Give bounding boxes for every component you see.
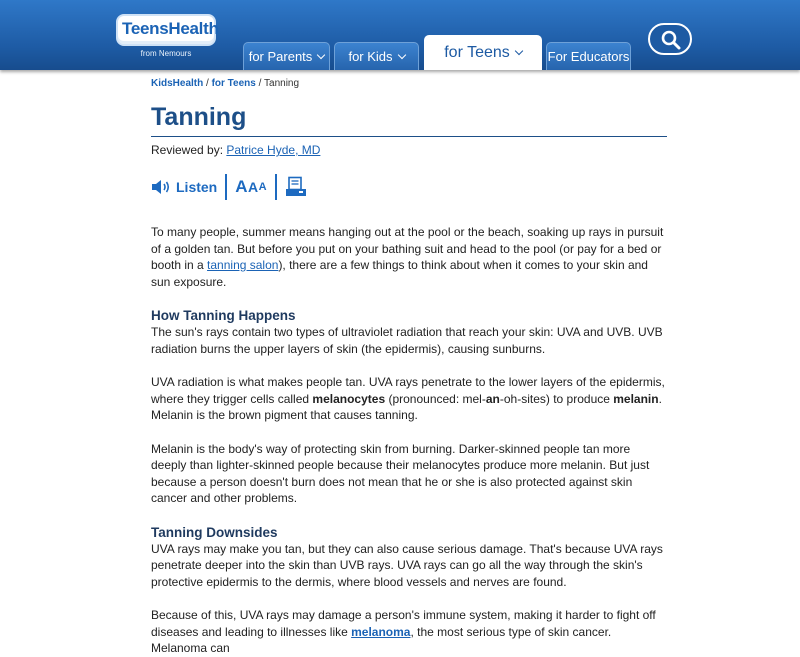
term-melanin: melanin (613, 391, 659, 406)
breadcrumb (151, 78, 667, 89)
article-tools (151, 174, 667, 200)
chevron-down-icon (317, 50, 325, 58)
search-button[interactable] (648, 23, 692, 55)
paragraph-text: -oh-sites) to produce (499, 391, 614, 406)
paragraph-text: , the most serious type of skin cancer. Melanoma can (151, 624, 612, 655)
intro-text: ), there are a few things to think about when it comes to your skin and sun exposure. (151, 258, 648, 289)
logo-title: TeensHealth (116, 14, 216, 46)
search-icon (660, 30, 682, 50)
paragraph: Melanin is the body's way of protecting skin from burning. Darker-skinned people tan more deeply than lighter-skinned people because their melanocytes produce more melanin. But just because a person doesn't burn does not mean that he or she is also protected against skin cancer and other problems. (151, 441, 650, 505)
paragraph-text: (pronounced: mel- (385, 391, 486, 406)
tool-divider (275, 174, 277, 200)
paragraph (151, 374, 667, 424)
breadcrumb-separator: / (255, 78, 265, 89)
breadcrumb-kidshealth[interactable]: KidsHealth (151, 78, 204, 89)
tab-label: for Teens (444, 44, 510, 61)
paragraph-text: . Melanin is the brown pigment that causes tanning. (151, 391, 662, 422)
paragraph: The sun's rays contain two types of ultraviolet radiation that reach your skin: UVA and UVB. UVB radiation burns the upper layers of skin (the epidermis), causing sunburns. (151, 325, 663, 356)
pronunciation-stress: an (485, 391, 500, 406)
font-size-button[interactable] (235, 177, 267, 197)
section-heading-tanning-downsides: Tanning Downsides (151, 524, 278, 540)
listen-button[interactable] (151, 178, 217, 196)
term-melanocytes: melanocytes (312, 391, 386, 406)
page-title: Tanning (151, 103, 667, 137)
tab-for-teens[interactable] (424, 35, 542, 70)
paragraph (151, 607, 667, 657)
teenshealth-logo[interactable] (116, 14, 219, 58)
breadcrumb-for-teens[interactable]: for Teens (211, 78, 256, 89)
tool-divider (225, 174, 227, 200)
paragraph-text: UVA radiation is what makes people tan. UVA rays penetrate to the lower layers of the epidermis, where they trigger cells called (151, 375, 665, 406)
breadcrumb-separator: / (203, 78, 212, 89)
section-heading-how-tanning-happens: How Tanning Happens (151, 308, 296, 323)
melanoma-link[interactable]: melanoma (351, 624, 411, 639)
paragraph-text: Because of this, UVA rays may damage a person's immune system, making it harder to fight off diseases and leading to illnesses like (151, 608, 656, 639)
tab-label: for Kids (348, 49, 393, 64)
tanning-salon-link[interactable]: tanning salon (207, 258, 279, 272)
paragraph: UVA rays may make you tan, but they can also cause serious damage. That's because UVA rays penetrate deeper into the skin than UVB rays. UVA rays can go all the way through the skin's protective epidermis to the dermis, where blood vessels and nerves are found. (151, 541, 663, 589)
site-header (0, 0, 800, 70)
speaker-icon (151, 178, 173, 196)
intro-text: To many people, summer means hanging out at the pool or the beach, soaking up rays in pursuit of a golden tan. But before you put on your bathing suit and head to the pool (or pay for a bed or booth in a (151, 225, 664, 272)
reviewed-by (151, 143, 667, 157)
reviewed-prefix: Reviewed by: (151, 143, 227, 157)
font-size-medium: A (248, 179, 259, 195)
reviewer-link[interactable]: Patrice Hyde, MD (226, 143, 321, 157)
breadcrumb-current: Tanning (264, 78, 300, 89)
font-size-large: A (235, 177, 249, 196)
logo-subtitle: from Nemours (140, 49, 192, 58)
tab-label: for Parents (248, 49, 313, 64)
print-icon (285, 176, 307, 198)
chevron-down-icon (397, 50, 405, 58)
intro-paragraph (151, 224, 667, 290)
listen-label: Listen (176, 179, 218, 195)
print-button[interactable] (285, 176, 307, 198)
font-size-small: A (258, 181, 268, 193)
tab-for-educators[interactable] (546, 42, 631, 70)
tab-for-kids[interactable] (334, 42, 419, 70)
chevron-down-icon (515, 47, 523, 55)
tab-for-parents[interactable] (243, 42, 330, 70)
tab-label: For Educators (547, 49, 630, 64)
article-content (151, 70, 667, 657)
